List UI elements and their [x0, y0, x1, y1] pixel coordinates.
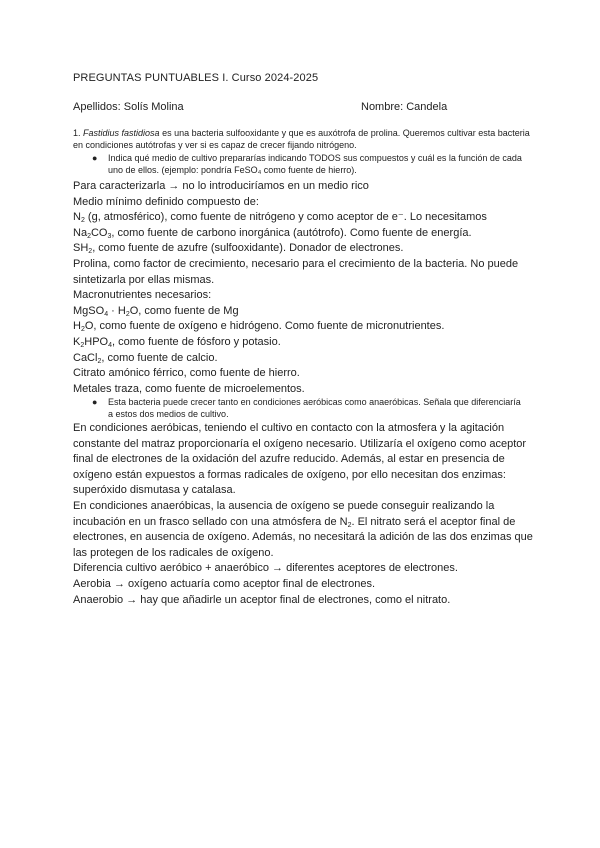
bullet-icon: ●	[92, 153, 98, 163]
answer-line: Aerobia → oxígeno actuaría como aceptor final de electrones.	[73, 577, 376, 590]
answer-line: Para caracterizarla → no lo introduciríamos en un medio rico	[73, 180, 369, 192]
answer-line: CaCl$_2$, como fuente de calcio.	[73, 351, 218, 365]
answer-line: $N_2$ (g, atmosférico), como fuente de nitrógeno y como aceptor de e⁻. Lo necesitamos	[73, 211, 487, 225]
answer-line: Medio mínimo definido compuesto de:	[73, 195, 259, 208]
surname-field: Apellidos: Solís Molina	[73, 101, 184, 113]
answer-2	[73, 421, 543, 608]
answer-line: Diferencia cultivo aeróbico + anaeróbico → diferentes aceptores de electrones.	[73, 562, 458, 575]
answer-1	[73, 179, 543, 397]
question-bullet-1	[92, 153, 528, 176]
organism-name: Fastidius fastidiosa	[83, 128, 160, 138]
answer-line: Citrato amónico férrico, como fuente de hierro.	[73, 367, 300, 380]
answer-line: $H_2O$, como fuente de oxígeno e hidrógeno. Como fuente de micronutrientes.	[73, 320, 445, 334]
answer-line: Metales traza, como fuente de microelementos.	[73, 382, 305, 395]
name-field: Nombre: Candela	[361, 101, 448, 113]
question-number: 1.	[73, 128, 84, 138]
bullet-text: Indica qué medio de cultivo prepararías indicando TODOS sus compuestos y cuál es la función de cada uno de ellos. (ejemplo: pondría FeSO₄ como fuente de hierro).	[108, 153, 522, 175]
answer-line: MgSO$_4$ · $H_2O$, como fuente de Mg	[73, 304, 239, 318]
answer-line: $Na_2CO_3$, como fuente de carbono inorgánica (autótrofo). Como fuente de energía.	[73, 226, 472, 240]
answer-line: Prolina, como factor de crecimiento, necesario para el crecimiento de la bacteria. No puede sintetizarla por ellas mismas.	[73, 257, 519, 286]
question-bullet-2	[92, 397, 528, 420]
student-info	[73, 101, 533, 113]
question-text: es una bacteria sulfooxidante y que es auxótrofa de prolina. Queremos cultivar esta bacteria en condiciones autótrofas y ver si es capaz de crecer fijando nitrógeno.	[73, 128, 530, 150]
document-title: PREGUNTAS PUNTUABLES I. Curso 2024-2025	[73, 72, 319, 84]
answer-line: Macronutrientes necesarios:	[73, 289, 212, 302]
answer-line: $SH_2$, como fuente de azufre (sulfooxidante). Donador de electrones.	[73, 242, 404, 256]
question-1-statement	[73, 128, 533, 151]
answer-line: Anaerobio → hay que añadirle un aceptor final de electrones, como el nitrato.	[73, 593, 451, 606]
bullet-text: Esta bacteria puede crecer tanto en condiciones aeróbicas como anaeróbicas. Señala que diferenciaría a estos dos medios de cultivo.	[108, 397, 521, 419]
answer-paragraph: En condiciones aeróbicas, teniendo el cultivo en contacto con la atmosfera y la agitación constante del matraz proporcionaría el oxígeno necesario. Utilizaría el oxígeno como aceptor final de electrones de la oxidación del azufre reducido. Además, al estar en presencia de oxígeno están expuestos a formas radicales de oxígeno, por ello necesitan dos enzimas: superóxido dismutasa y catalasa.	[73, 422, 527, 497]
answer-paragraph: En condiciones anaeróbicas, la ausencia de oxígeno se puede conseguir realizando la incubación en un frasco sellado con una atmósfera de $N_2$. El nitrato será el aceptor final de electrones, en ausencia de oxígeno. Además, no necesitará la adición de las dos enzimas que las protegen de los radicales de oxígeno.	[73, 499, 533, 559]
answer-line: $K_2HPO_4$, como fuente de fósforo y potasio.	[73, 335, 281, 349]
bullet-icon: ●	[92, 397, 98, 407]
